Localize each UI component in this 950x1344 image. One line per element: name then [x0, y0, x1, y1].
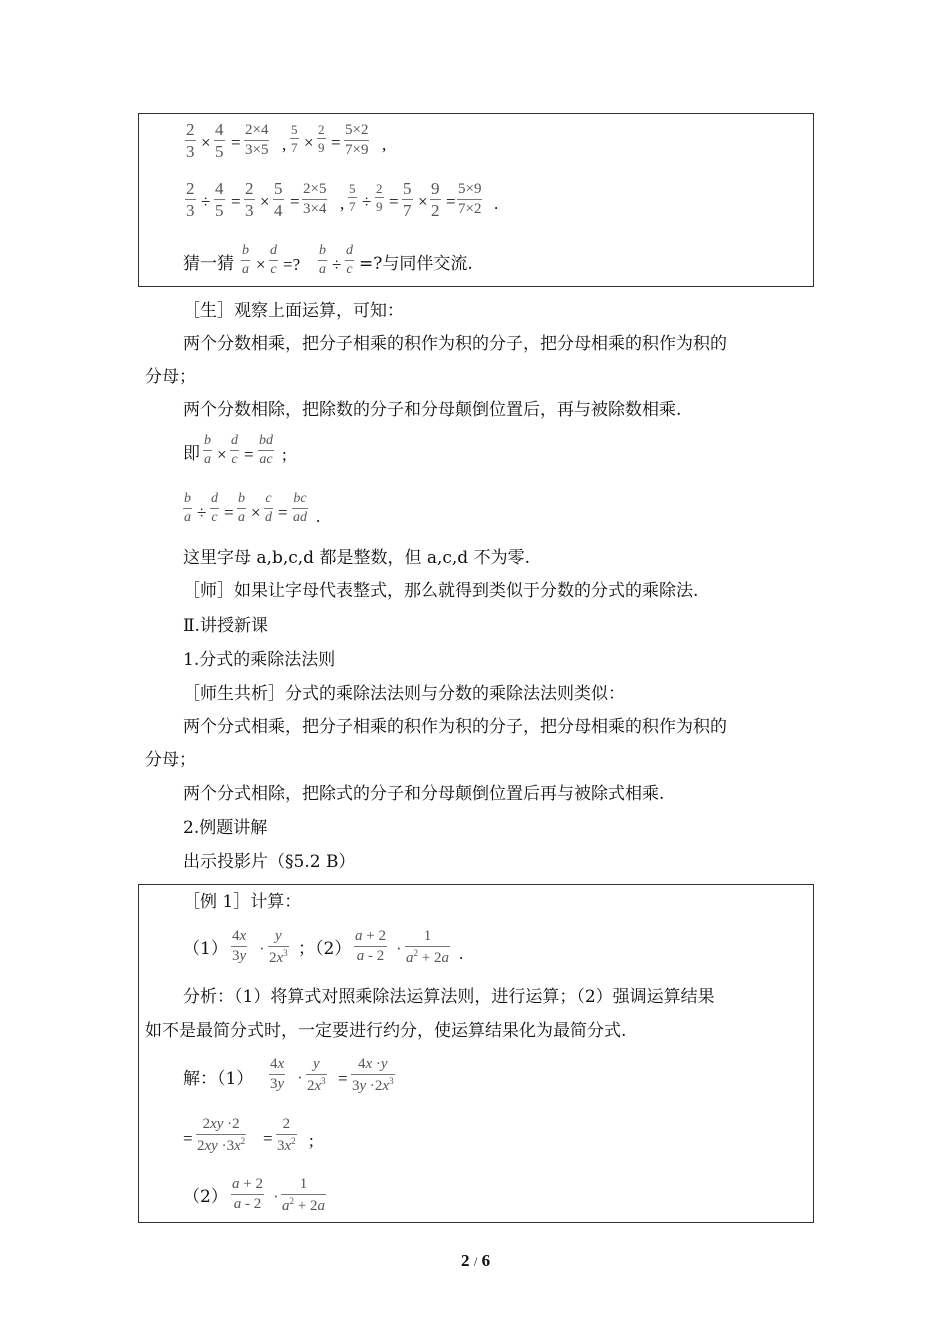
rule-multiply-algebraic: 两个分式相乘，把分子相乘的积作为积的分子，把分母相乘的积作为积的	[183, 717, 727, 737]
analysis-line-2: 如不是最简分式时，一定要进行约分，使运算结果化为最简分式.	[145, 1021, 627, 1041]
page-separator: /	[473, 1254, 478, 1269]
teacher-transition: ［师］如果让字母代表整式，那么就得到类似于分数的分式的乘除法.	[183, 581, 699, 601]
analysis-line-1: 分析：（1）将算式对照乘除法运算法则，进行运算；（2）强调运算结果	[183, 987, 715, 1007]
solution-label: 解：（1）	[183, 1069, 254, 1089]
guess-mid: =?	[283, 255, 301, 274]
current-page: 2	[461, 1251, 470, 1270]
q2-label: ；（2）	[298, 939, 352, 959]
rule-multiply-algebraic-cont: 分母；	[145, 750, 196, 770]
subheading-examples: 2.例题讲解	[183, 818, 268, 838]
guess-suffix: =?与同伴交流.	[359, 254, 473, 274]
projection-intro: 出示投影片（§5.2 B）	[183, 852, 356, 872]
q1-label: （1）	[183, 939, 228, 959]
rule-multiply-fraction: 两个分数相乘，把分子相乘的积作为积的分子，把分母相乘的积作为积的	[183, 334, 727, 354]
page-number	[461, 1252, 490, 1269]
subheading-rules: 1.分式的乘除法法则	[183, 650, 336, 670]
formula-prefix: 即	[183, 444, 200, 464]
shared-analysis: ［师生共析］分式的乘除法法则与分数的乘除法法则类似：	[183, 684, 625, 704]
section-heading-new-lesson: Ⅱ.讲授新课	[183, 616, 268, 636]
student-observation: ［生］观察上面运算，可知：	[183, 301, 404, 321]
letters-note: 这里字母 a,b,c,d 都是整数，但 a,c,d 不为零.	[183, 548, 530, 568]
total-pages: 6	[481, 1251, 491, 1270]
solution-2-label: （2）	[183, 1187, 228, 1207]
guess-prefix: 猜一猜	[183, 254, 234, 274]
rule-divide-algebraic: 两个分式相除，把除式的分子和分母颠倒位置后再与被除式相乘.	[183, 784, 665, 804]
example-title: ［例 1］计算：	[183, 892, 302, 912]
rule-divide-fraction: 两个分数相除，把除数的分子和分母颠倒位置后，再与被除数相乘.	[183, 400, 682, 420]
rule-multiply-fraction-cont: 分母；	[145, 367, 196, 387]
